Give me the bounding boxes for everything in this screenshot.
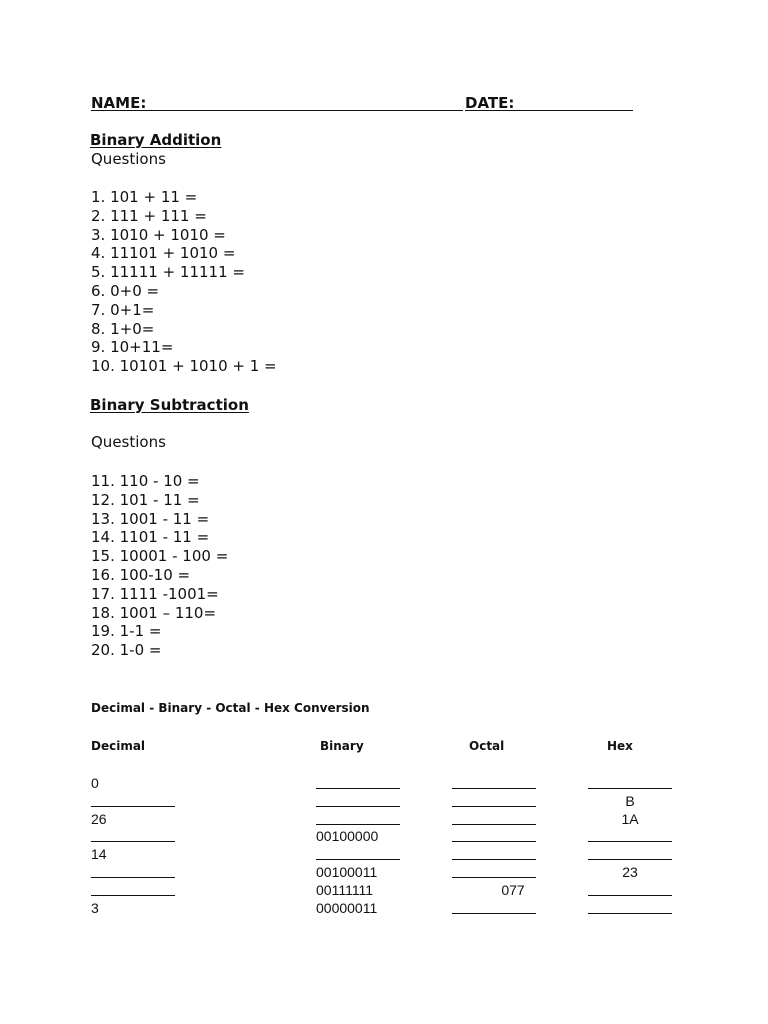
question-item: 10. 10101 + 1010 + 1 = bbox=[91, 357, 277, 376]
table-cell: 00100000 bbox=[316, 828, 379, 845]
answer-blank[interactable] bbox=[91, 841, 175, 842]
hex-header: Hex bbox=[607, 739, 633, 753]
decimal-header: Decimal bbox=[91, 739, 146, 753]
answer-blank[interactable] bbox=[452, 859, 536, 860]
question-item: 3. 1010 + 1010 = bbox=[91, 225, 226, 244]
question-item: 11. 110 - 10 = bbox=[91, 472, 200, 490]
conversion-title: Decimal - Binary - Octal - Hex Conversion bbox=[91, 701, 370, 715]
answer-blank[interactable] bbox=[316, 859, 400, 860]
table-cell: 23 bbox=[622, 864, 638, 880]
table-cell: B bbox=[625, 792, 635, 809]
question-item: 5. 11111 + 11111 = bbox=[91, 263, 245, 282]
question-item: 13. 1001 - 11 = bbox=[91, 509, 210, 528]
subtraction-title: Binary Subtraction bbox=[90, 396, 249, 414]
answer-blank[interactable] bbox=[91, 895, 175, 896]
question-item: 19. 1-1 = bbox=[91, 622, 162, 641]
table-cell: 26 bbox=[91, 810, 107, 827]
date-blank[interactable] bbox=[465, 110, 633, 111]
question-item: 2. 111 + 111 = bbox=[91, 206, 207, 225]
question-item: 4. 11101 + 1010 = bbox=[91, 244, 236, 263]
table-cell: 00000011 bbox=[316, 899, 378, 916]
question-item: 17. 1111 -1001= bbox=[91, 584, 219, 603]
question-item: 6. 0+0 = bbox=[91, 282, 160, 300]
question-item: 7. 0+1= bbox=[91, 300, 155, 319]
question-item: 14. 1101 - 11 = bbox=[91, 528, 210, 547]
answer-blank[interactable] bbox=[588, 895, 672, 896]
table-cell: 00100011 bbox=[316, 864, 378, 880]
question-item: 18. 1001 – 110= bbox=[91, 603, 217, 622]
table-cell: 0 bbox=[91, 775, 99, 791]
answer-blank[interactable] bbox=[91, 806, 175, 807]
answer-blank[interactable] bbox=[316, 806, 400, 807]
table-cell: 00111111 bbox=[316, 881, 374, 898]
name-label: NAME: bbox=[91, 94, 147, 112]
answer-blank[interactable] bbox=[91, 877, 175, 878]
answer-blank[interactable] bbox=[588, 841, 672, 842]
date-label: DATE: bbox=[465, 94, 515, 112]
question-item: 1. 101 + 11 = bbox=[91, 188, 198, 206]
table-cell: 077 bbox=[501, 881, 525, 898]
subtraction-subtitle: Questions bbox=[91, 433, 166, 451]
answer-blank[interactable] bbox=[452, 877, 536, 878]
answer-blank[interactable] bbox=[316, 824, 400, 825]
octal-header: Octal bbox=[469, 739, 505, 753]
answer-blank[interactable] bbox=[588, 913, 672, 914]
question-item: 8. 1+0= bbox=[91, 319, 155, 338]
answer-blank[interactable] bbox=[452, 806, 536, 807]
answer-blank[interactable] bbox=[588, 788, 672, 789]
question-item: 15. 10001 - 100 = bbox=[91, 547, 229, 566]
table-cell: 3 bbox=[91, 899, 99, 916]
name-blank[interactable] bbox=[91, 110, 463, 111]
answer-blank[interactable] bbox=[588, 859, 672, 860]
answer-blank[interactable] bbox=[452, 913, 536, 914]
addition-subtitle: Questions bbox=[91, 150, 166, 168]
question-item: 9. 10+11= bbox=[91, 338, 174, 357]
answer-blank[interactable] bbox=[316, 788, 400, 789]
answer-blank[interactable] bbox=[452, 824, 536, 825]
answer-blank[interactable] bbox=[452, 841, 536, 842]
table-cell: 1A bbox=[621, 810, 639, 827]
question-item: 16. 100-10 = bbox=[91, 566, 191, 584]
addition-title: Binary Addition bbox=[90, 131, 222, 149]
table-cell: 14 bbox=[91, 846, 107, 863]
question-item: 20. 1-0 = bbox=[91, 641, 162, 660]
answer-blank[interactable] bbox=[452, 788, 536, 789]
question-item: 12. 101 - 11 = bbox=[91, 490, 200, 509]
binary-header: Binary bbox=[320, 739, 364, 753]
